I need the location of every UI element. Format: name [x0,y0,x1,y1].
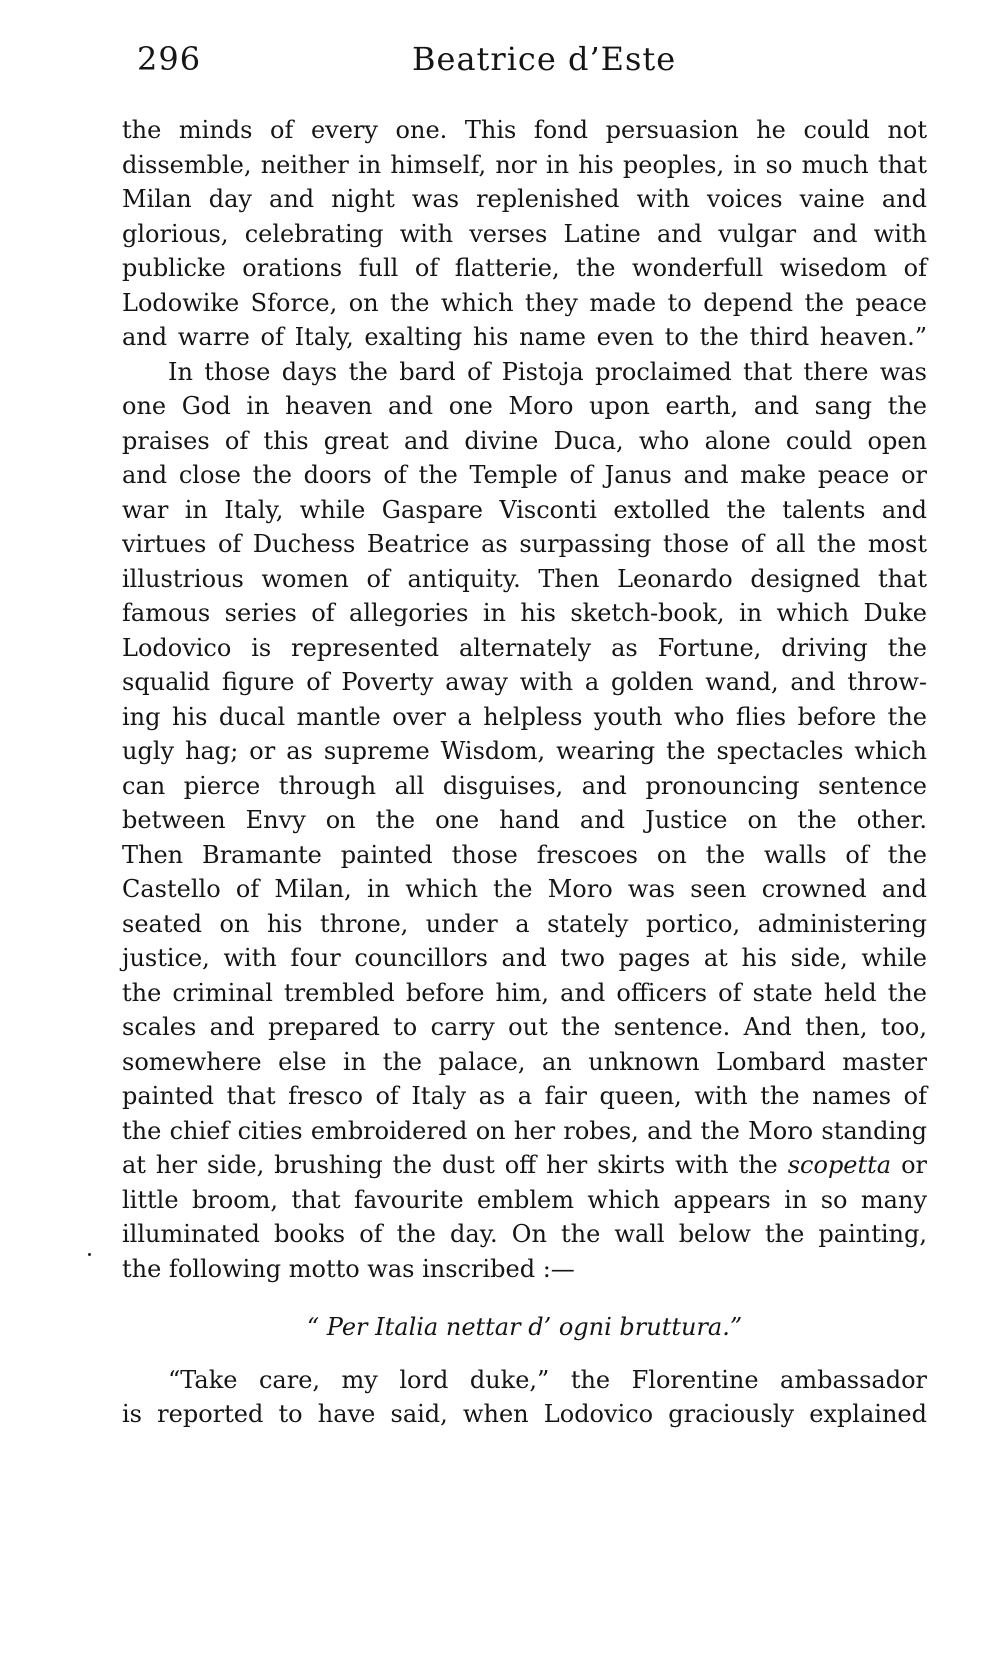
paragraph-2 [122,355,927,1287]
text-line: In those days the bard of Pistoja proclaimed that there was [168,357,927,386]
text-line: Then Bramante painted those frescoes on the walls of the [122,840,927,869]
running-head: Beatrice d’Este [412,40,677,78]
text-segment: or [901,1151,927,1179]
text-line: publicke orations full of flatterie, the wonderfull wisedom of [122,254,927,282]
italic-term: scopetta [787,1151,892,1179]
text-line: can pierce through all disguises, and pronouncing sentence [122,771,927,800]
text-line: illuminated books of the day. On the wall below the painting, [122,1220,927,1248]
text-line: squalid figure of Poverty away with a golden wand, and throw- [122,668,927,696]
text-line: Milan day and night was replenished with voices vaine and [122,185,927,213]
text-line: ing his ducal mantle over a helpless youth who flies before the [122,702,927,731]
text-line: the chief cities embroidered on her robes, and the Moro standing [122,1116,927,1145]
text-line: is reported to have said, when Lodovico graciously explained [122,1400,927,1428]
text-line: “Take care, my lord duke,” the Florentine ambassador [168,1365,927,1394]
text-line: somewhere else in the palace, an unknown Lombard master [122,1047,927,1076]
text-segment: at her side, brushing the dust off her skirts with the [122,1151,778,1179]
page-header [137,40,927,84]
paragraph-3 [122,1363,927,1432]
print-speck [88,1253,91,1256]
text-line: between Envy on the one hand and Justice on the other. [122,806,927,834]
text-line: praises of this great and divine Duca, who alone could open [122,426,927,455]
text-line: famous series of allegories in his sketch-book, in which Duke [122,599,927,627]
text-line: virtues of Duchess Beatrice as surpassing those of all the most [122,530,927,558]
text-line: dissemble, neither in himself, nor in his peoples, in so much that [122,150,927,179]
text-line: Lodovico is represented alternately as Fortune, driving the [122,633,927,662]
text-line: war in Italy, while Gaspare Visconti extolled the talents and [122,495,927,524]
text-line-with-italic [122,1148,927,1183]
text-line: painted that fresco of Italy as a fair queen, with the names of [122,1082,927,1110]
text-line: scales and prepared to carry out the sentence. And then, too, [122,1013,927,1041]
body-text [122,113,927,1432]
text-line: the following motto was inscribed :— [122,1254,575,1283]
text-line: Lodowike Sforce, on the which they made to depend the peace [122,288,927,317]
text-line: justice, with four councillors and two pages at his side, while [122,944,927,972]
page-number: 296 [137,40,202,78]
text-line: little broom, that favourite emblem which appears in so many [122,1185,927,1214]
text-line: the criminal trembled before him, and officers of state held the [122,978,927,1007]
text-line: Castello of Milan, in which the Moro was seen crowned and [122,875,927,903]
text-line: and warre of Italy, exalting his name even to the third heaven.” [122,323,927,351]
text-line: ugly hag; or as supreme Wisdom, wearing the spectacles which [122,737,927,765]
text-line: seated on his throne, under a stately portico, administering [122,909,927,938]
paragraph-1 [122,113,927,355]
text-line: illustrious women of antiquity. Then Leonardo designed that [122,564,927,593]
text-line: glorious, celebrating with verses Latine and vulgar and with [122,219,927,248]
text-line: one God in heaven and one Moro upon earth, and sang the [122,392,927,420]
motto: “ Per Italia nettar d’ ogni bruttura.” [306,1313,743,1341]
text-line: the minds of every one. This fond persuasion he could not [122,116,927,144]
text-line: and close the doors of the Temple of Janus and make peace or [122,461,927,489]
